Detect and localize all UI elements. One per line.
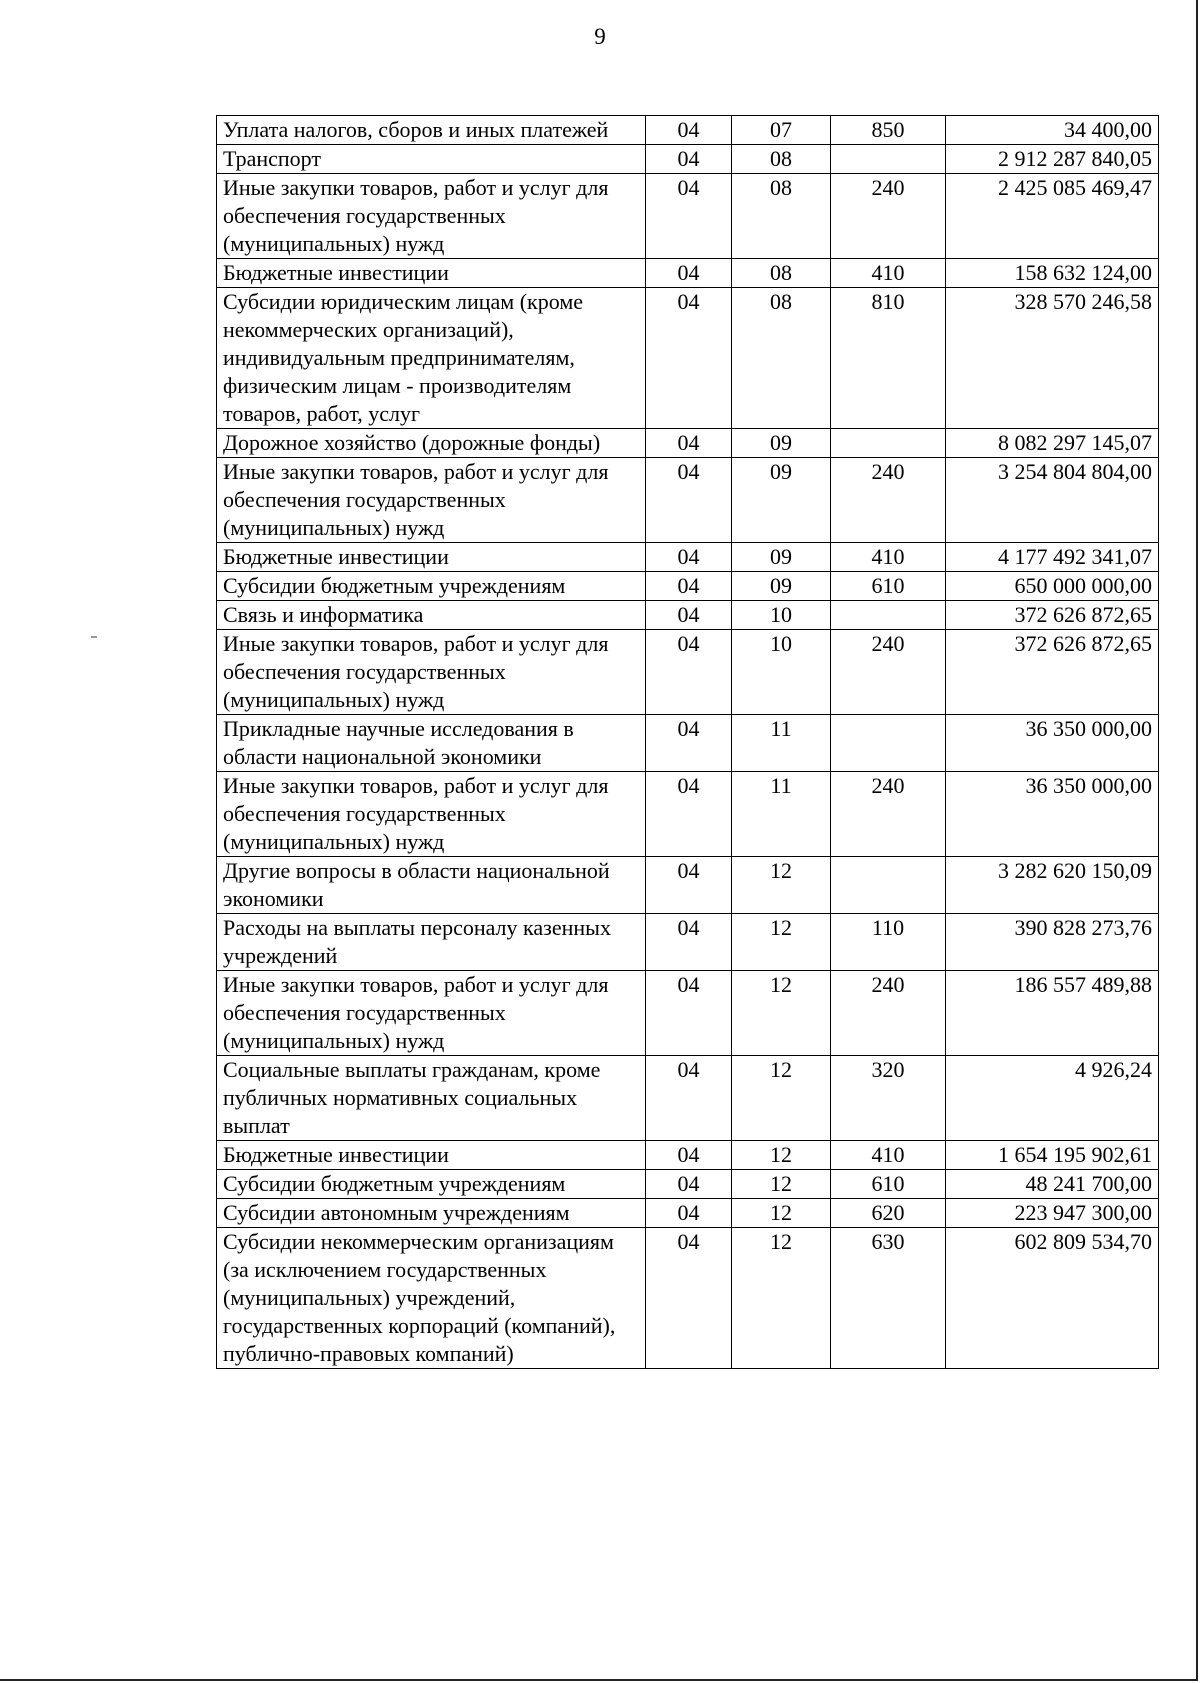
row-name: Иные закупки товаров, работ и услуг для обеспечения государственных (муниципальных) нужд [217,630,646,715]
table-row [217,429,1159,458]
row-name: Иные закупки товаров, работ и услуг для обеспечения государственных (муниципальных) нужд [217,772,646,857]
row-expense-type-code: 240 [831,174,946,259]
row-subsection-code: 12 [732,971,831,1056]
row-name: Прикладные научные исследования в области национальной экономики [217,715,646,772]
row-name: Другие вопросы в области национальной экономики [217,857,646,914]
row-name: Субсидии юридическим лицам (кроме некоммерческих организаций), индивидуальным предпринимателям, физическим лицам - производителям товаров, работ, услуг [217,288,646,429]
row-section-code: 04 [646,772,732,857]
row-name: Расходы на выплаты персоналу казенных учреждений [217,914,646,971]
row-name: Субсидии бюджетным учреждениям [217,1170,646,1199]
row-section-code: 04 [646,259,732,288]
row-section-code: 04 [646,601,732,630]
table-row [217,715,1159,772]
row-amount: 223 947 300,00 [946,1199,1159,1228]
row-name: Связь и информатика [217,601,646,630]
row-amount: 3 282 620 150,09 [946,857,1159,914]
row-expense-type-code: 410 [831,259,946,288]
row-name: Субсидии бюджетным учреждениям [217,572,646,601]
row-subsection-code: 12 [732,1199,831,1228]
row-subsection-code: 12 [732,1170,831,1199]
row-subsection-code: 11 [732,772,831,857]
row-expense-type-code [831,145,946,174]
row-section-code: 04 [646,1199,732,1228]
row-section-code: 04 [646,1170,732,1199]
table-row [217,630,1159,715]
row-expense-type-code: 410 [831,1141,946,1170]
table-row [217,1170,1159,1199]
row-amount: 36 350 000,00 [946,772,1159,857]
table-row [217,288,1159,429]
row-amount: 650 000 000,00 [946,572,1159,601]
row-expense-type-code: 240 [831,772,946,857]
row-amount: 34 400,00 [946,116,1159,145]
row-name: Иные закупки товаров, работ и услуг для обеспечения государственных (муниципальных) нужд [217,174,646,259]
budget-table [216,115,1159,1369]
table-row [217,1056,1159,1141]
row-section-code: 04 [646,1228,732,1369]
row-expense-type-code: 240 [831,458,946,543]
row-name: Социальные выплаты гражданам, кроме публичных нормативных социальных выплат [217,1056,646,1141]
row-section-code: 04 [646,572,732,601]
row-subsection-code: 08 [732,288,831,429]
row-expense-type-code: 630 [831,1228,946,1369]
row-section-code: 04 [646,174,732,259]
row-expense-type-code: 410 [831,543,946,572]
row-name: Субсидии автономным учреждениям [217,1199,646,1228]
row-subsection-code: 09 [732,572,831,601]
row-expense-type-code: 240 [831,971,946,1056]
table-row [217,116,1159,145]
row-subsection-code: 08 [732,174,831,259]
row-amount: 3 254 804 804,00 [946,458,1159,543]
table-row [217,145,1159,174]
row-section-code: 04 [646,429,732,458]
table-row [217,259,1159,288]
row-amount: 2 912 287 840,05 [946,145,1159,174]
margin-mark [91,636,97,638]
row-amount: 1 654 195 902,61 [946,1141,1159,1170]
row-amount: 372 626 872,65 [946,601,1159,630]
table-row [217,1141,1159,1170]
row-section-code: 04 [646,116,732,145]
row-subsection-code: 11 [732,715,831,772]
row-amount: 8 082 297 145,07 [946,429,1159,458]
row-subsection-code: 12 [732,1228,831,1369]
table-row [217,543,1159,572]
row-amount: 48 241 700,00 [946,1170,1159,1199]
row-subsection-code: 09 [732,458,831,543]
row-amount: 372 626 872,65 [946,630,1159,715]
row-section-code: 04 [646,857,732,914]
row-name: Дорожное хозяйство (дорожные фонды) [217,429,646,458]
row-section-code: 04 [646,145,732,174]
row-section-code: 04 [646,1056,732,1141]
row-name: Транспорт [217,145,646,174]
row-subsection-code: 09 [732,543,831,572]
row-section-code: 04 [646,543,732,572]
row-name: Иные закупки товаров, работ и услуг для обеспечения государственных (муниципальных) нужд [217,458,646,543]
row-name: Бюджетные инвестиции [217,543,646,572]
row-expense-type-code: 110 [831,914,946,971]
row-subsection-code: 08 [732,145,831,174]
row-section-code: 04 [646,288,732,429]
row-subsection-code: 12 [732,1141,831,1170]
row-subsection-code: 07 [732,116,831,145]
row-subsection-code: 08 [732,259,831,288]
row-name: Бюджетные инвестиции [217,1141,646,1170]
table-row [217,458,1159,543]
table-row [217,914,1159,971]
row-expense-type-code: 810 [831,288,946,429]
row-amount: 158 632 124,00 [946,259,1159,288]
table-row [217,772,1159,857]
table-row [217,174,1159,259]
row-section-code: 04 [646,971,732,1056]
row-name: Бюджетные инвестиции [217,259,646,288]
row-section-code: 04 [646,914,732,971]
row-expense-type-code [831,429,946,458]
row-amount: 4 177 492 341,07 [946,543,1159,572]
row-expense-type-code: 240 [831,630,946,715]
row-subsection-code: 12 [732,857,831,914]
row-section-code: 04 [646,458,732,543]
row-section-code: 04 [646,1141,732,1170]
row-name: Иные закупки товаров, работ и услуг для обеспечения государственных (муниципальных) нужд [217,971,646,1056]
row-expense-type-code: 320 [831,1056,946,1141]
row-subsection-code: 12 [732,914,831,971]
table-row [217,572,1159,601]
table-row [217,1199,1159,1228]
row-amount: 390 828 273,76 [946,914,1159,971]
table-row [217,1228,1159,1369]
row-amount: 2 425 085 469,47 [946,174,1159,259]
row-amount: 186 557 489,88 [946,971,1159,1056]
row-subsection-code: 10 [732,601,831,630]
page-number: 9 [594,24,606,49]
row-amount: 4 926,24 [946,1056,1159,1141]
row-expense-type-code: 620 [831,1199,946,1228]
table-row [217,971,1159,1056]
row-amount: 328 570 246,58 [946,288,1159,429]
table-row [217,857,1159,914]
row-expense-type-code: 610 [831,1170,946,1199]
budget-table-body [217,116,1159,1369]
row-expense-type-code [831,857,946,914]
row-subsection-code: 12 [732,1056,831,1141]
row-amount: 602 809 534,70 [946,1228,1159,1369]
row-expense-type-code: 610 [831,572,946,601]
row-expense-type-code [831,715,946,772]
row-expense-type-code [831,601,946,630]
row-expense-type-code: 850 [831,116,946,145]
row-name: Субсидии некоммерческим организациям (за исключением государственных (муниципальных) учреждений, государственных корпораций (компаний), публично-правовых компаний) [217,1228,646,1369]
row-name: Уплата налогов, сборов и иных платежей [217,116,646,145]
row-amount: 36 350 000,00 [946,715,1159,772]
row-section-code: 04 [646,715,732,772]
table-row [217,601,1159,630]
row-subsection-code: 09 [732,429,831,458]
row-section-code: 04 [646,630,732,715]
row-subsection-code: 10 [732,630,831,715]
